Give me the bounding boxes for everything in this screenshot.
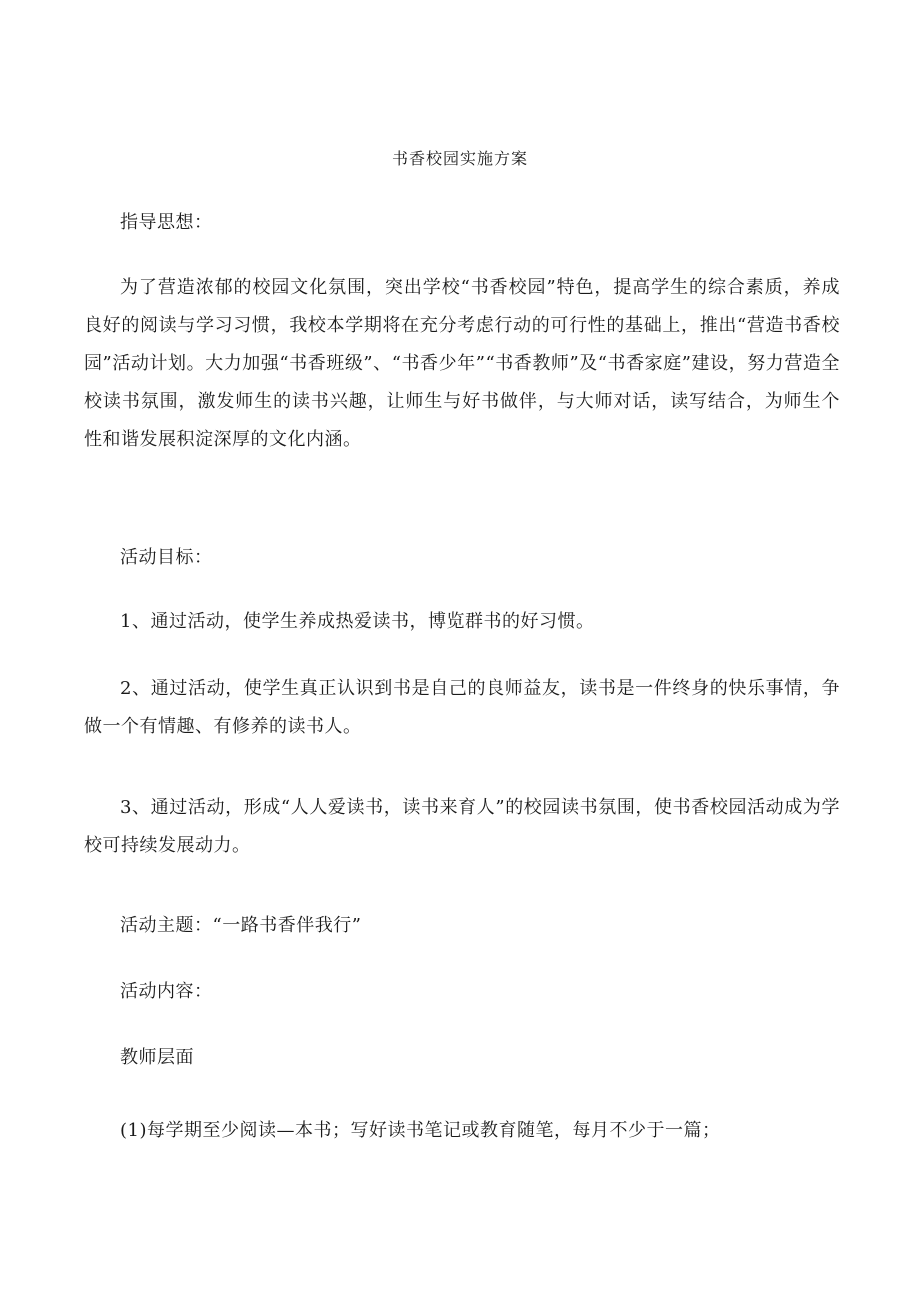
document-title: 书香校园实施方案 [391, 149, 528, 168]
paragraph-theme: 活动主题：“一路书香伴我行” [120, 915, 362, 936]
paragraph-goals-heading: 活动目标： [120, 547, 213, 568]
paragraph-guiding-ideology-heading: 指导思想： [120, 212, 213, 233]
paragraph-teacher-level: 教师层面 [120, 1047, 194, 1068]
paragraph-content-heading: 活动内容： [120, 981, 213, 1002]
paragraph-guiding-ideology-text: 为了营造浓郁的校园文化氛围，突出学校“书香校园”特色，提高学生的综合素质，养成良好的阅读与学习习惯，我校本学期将在充分考虑行动的可行性的基础上，推出“营造书香校园”活动计划。大力加强“书香班级”、“书香少年”“书香教师”及“书香家庭”建设，努力营造全校读书氛围，激发师生的读书兴趣，让师生与好书做伴，与大师对话，读写结合，为师生个性和谐发展积淀深厚的文化内涵。 [84, 277, 840, 450]
paragraph-goal-2: 2、通过活动，使学生真正认识到书是自己的良师益友，读书是一件终身的快乐事情，争做一个有情趣、有修养的读书人。 [84, 678, 840, 737]
paragraph-goal-1: 1、通过活动，使学生养成热爱读书，博览群书的好习惯。 [120, 611, 595, 632]
paragraph-teacher-item-1: (1)每学期至少阅读—本书；写好读书笔记或教育随笔，每月不少于一篇； [120, 1120, 721, 1141]
paragraph-goal-3: 3、通过活动，形成“人人爱读书，读书来育人”的校园读书氛围，使书香校园活动成为学校可持续发展动力。 [84, 797, 840, 856]
